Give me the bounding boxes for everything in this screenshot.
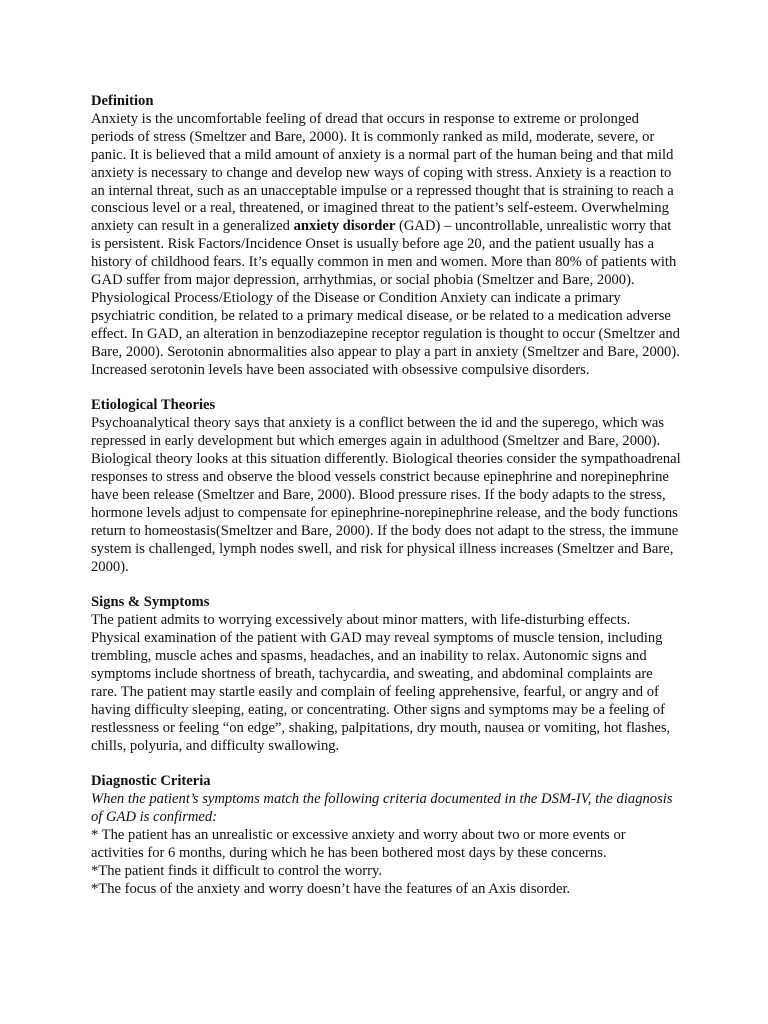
diagnostic-section xyxy=(91,773,681,898)
diagnostic-intro: When the patient’s symptoms match the following criteria documented in the DSM-IV, the diagnosis of GAD is confirmed: xyxy=(91,791,673,826)
etiological-heading: Etiological Theories xyxy=(91,397,216,414)
criteria-item-2: *The patient finds it difficult to control the worry. xyxy=(91,862,382,879)
signs-paragraph: The patient admits to worrying excessively about minor matters, with life-disturbing effects. Physical examination of the patient with GAD may reveal symptoms of muscle tension, including trembling, muscle aches and spasms, headaches, and an inability to relax. Autonomic signs and symptoms include shortness of breath, tachycardia, and sweating, and abdominal complaints are rare. The patient may startle easily and complain of feeling apprehensive, fearful, or angry and of having difficulty sleeping, eating, or concentrating. Other signs and symptoms may be a feeling of restlessness or feeling “on edge”, shaking, palpitations, dry mouth, nausea or vomiting, hot flashes, chills, polyuria, and difficulty swallowing. xyxy=(91,612,671,754)
definition-bold-term: anxiety disorder xyxy=(293,218,396,235)
diagnostic-heading: Diagnostic Criteria xyxy=(91,773,211,790)
definition-paragraph xyxy=(91,111,681,380)
definition-text-start: Anxiety is the uncomfortable feeling of dread that occurs in response to extreme or prolonged periods of stress (Smeltzer and Bare, 2000). It is commonly ranked as mild, moderate, severe, or panic. It is believed that a mild amount of anxiety is a normal part of the human being and that mild anxiety is necessary to change and develop new ways of coping with stress. Anxiety is a reaction to an internal threat, such as an unacceptable impulse or a repressed thought that is straining to reach a conscious level or a real, threatened, or imagined threat to the patient’s self-esteem. Overwhelming anxiety can result in a generalized xyxy=(91,110,674,235)
document-page xyxy=(91,93,681,917)
etiological-paragraph: Psychoanalytical theory says that anxiety is a conflict between the id and the superego, which was repressed in early development but which emerges again in adulthood (Smeltzer and Bare, 2000). Biological theory looks at this situation differently. Biological theories consider the sympathoadrenal responses to stress and observe the blood vessels constrict because epinephrine and norepinephrine have been release (Smeltzer and Bare, 2000). Blood pressure rises. If the body adapts to the stress, hormone levels adjust to compensate for epinephrine-norepinephrine release, and the body functions return to homeostasis(Smeltzer and Bare, 2000). If the body does not adapt to the stress, the immune system is challenged, lymph nodes swell, and risk for physical illness increases (Smeltzer and Bare, 2000). xyxy=(91,415,681,575)
etiological-section xyxy=(91,397,681,576)
signs-section xyxy=(91,594,681,755)
definition-text-end: (GAD) – uncontrollable, unrealistic worry that is persistent. Risk Factors/Incidence Onset is usually before age 20, and the patient usually has a history of childhood fears. It’s equally common in men and women. More than 80% of patients with GAD suffer from major depression, arrhythmias, or social phobia (Smeltzer and Bare, 2000). Physiological Process/Etiology of the Disease or Condition Anxiety can indicate a primary psychiatric condition, be related to a primary medical disease, or be related to a medication adverse effect. In GAD, an alteration in benzodiazepine receptor regulation is thought to occur (Smeltzer and Bare, 2000). Serotonin abnormalities also appear to play a part in anxiety (Smeltzer and Bare, 2000). Increased serotonin levels have been associated with obsessive compulsive disorders. xyxy=(91,218,680,378)
definition-heading: Definition xyxy=(91,93,154,109)
criteria-item-3: *The focus of the anxiety and worry doesn’t have the features of an Axis disorder. xyxy=(91,880,571,897)
definition-section xyxy=(91,93,681,380)
signs-heading: Signs & Symptoms xyxy=(91,594,210,611)
criteria-item-1: * The patient has an unrealistic or excessive anxiety and worry about two or more events or activities for 6 months, during which he has been bothered most days by these concerns. xyxy=(91,827,626,862)
